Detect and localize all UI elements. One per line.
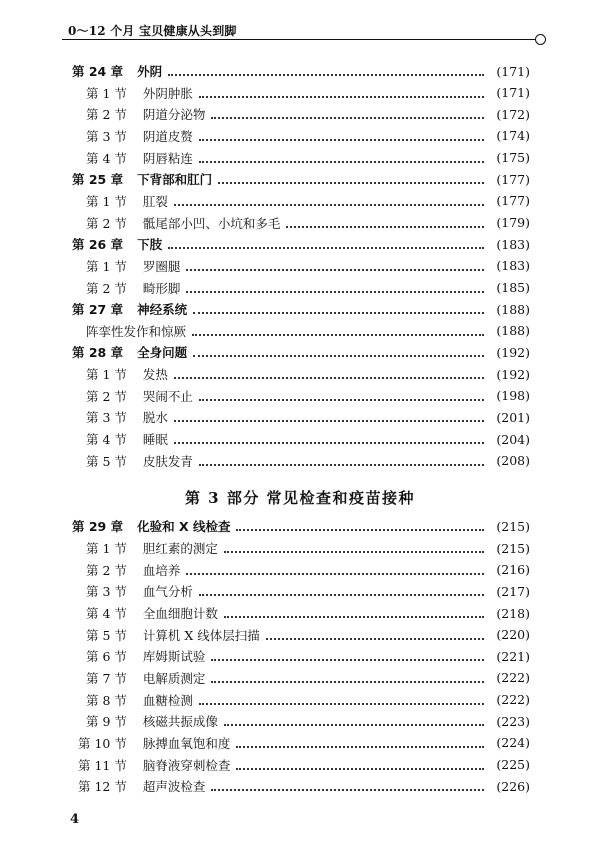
toc-title: 库姆斯试验 [142, 649, 206, 665]
toc-page-ref: (216) [496, 562, 530, 578]
toc-page-ref: (215) [496, 518, 530, 534]
toc-section-row [78, 733, 530, 753]
toc-section-row [86, 191, 530, 211]
toc-title: 脉搏血氧饱和度 [142, 735, 231, 751]
toc-title: 外阴 [137, 64, 163, 79]
dot-leader [199, 161, 484, 163]
toc-title: 血培养 [142, 562, 181, 578]
toc-label: 第 2 节 [86, 107, 127, 123]
toc-page-ref: (218) [496, 605, 530, 621]
toc-title: 胆红素的测定 [142, 541, 218, 556]
toc-page-ref: (192) [496, 344, 530, 360]
toc-page-ref: (201) [496, 409, 530, 425]
toc-label: 第 2 节 [86, 562, 127, 578]
dot-leader [211, 681, 484, 683]
toc-page-ref: (177) [496, 171, 530, 187]
toc-label: 第 1 节 [86, 258, 127, 274]
toc-page-ref: (177) [496, 193, 530, 209]
toc-page-ref: (179) [496, 215, 530, 230]
dot-leader [211, 789, 484, 791]
dot-leader [192, 334, 484, 336]
toc-section-row [86, 126, 530, 146]
page-number: 4 [70, 812, 80, 827]
toc-page-ref: (215) [496, 540, 530, 556]
dot-leader [224, 551, 484, 553]
toc-section-row [86, 646, 530, 666]
toc-label: 第 2 节 [86, 280, 127, 296]
dot-leader [168, 247, 484, 249]
toc-section-row [86, 104, 530, 124]
dot-leader [186, 291, 484, 293]
toc-section-row [86, 429, 530, 449]
toc-label: 第 1 节 [86, 541, 127, 556]
dot-leader [186, 573, 484, 575]
dot-leader [211, 117, 484, 119]
dot-leader [193, 355, 484, 357]
toc-page-ref: (226) [496, 778, 530, 794]
toc-title: 血气分析 [142, 584, 193, 600]
toc-section-row [86, 603, 530, 623]
header-title: 0～12 个月 宝贝健康从头到脚 [68, 24, 237, 38]
dot-leader [174, 442, 484, 444]
toc-label: 第 3 节 [86, 128, 127, 144]
toc-title: 肛裂 [142, 193, 168, 209]
dot-leader [236, 529, 484, 531]
dot-leader [186, 269, 484, 271]
dot-leader [199, 96, 484, 98]
dot-leader [174, 377, 484, 379]
toc-label: 第 8 节 [86, 692, 127, 708]
dot-leader [224, 616, 484, 618]
toc-page-ref: (204) [496, 431, 530, 447]
toc-title: 骶尾部小凹、小坑和多毛 [142, 215, 281, 231]
toc-section-row [86, 321, 530, 341]
dot-leader [236, 746, 484, 748]
toc-title: 血糖检测 [142, 692, 193, 708]
toc-chapter-row [72, 234, 530, 254]
toc-title: 化验和 X 线检查 [137, 519, 231, 535]
toc-section-row [78, 755, 530, 775]
dot-leader [174, 420, 484, 422]
toc-section-row [86, 148, 530, 168]
toc-label: 第 24 章 [72, 64, 124, 79]
toc-label: 第 25 章 [72, 172, 124, 188]
toc-title: 皮肤发青 [142, 453, 193, 469]
toc-title: 阵挛性发作和惊厥 [86, 323, 187, 339]
toc-page-ref: (183) [496, 258, 530, 274]
toc-title: 神经系统 [137, 302, 188, 318]
toc-page-ref: (192) [496, 366, 530, 382]
toc-section-row [86, 83, 530, 103]
dot-leader [224, 724, 484, 726]
toc-title: 脑脊液穿刺检查 [142, 757, 231, 773]
toc-title: 哭闹不止 [142, 388, 193, 404]
toc-page-ref: (208) [496, 453, 530, 469]
toc-label: 第 7 节 [86, 670, 127, 686]
toc-label: 第 3 节 [86, 410, 127, 426]
toc-label: 第 12 节 [78, 779, 127, 795]
toc-label: 第 2 节 [86, 388, 127, 404]
toc-title: 畸形脚 [142, 280, 181, 296]
toc-section-row [78, 776, 530, 796]
dot-leader [199, 399, 484, 401]
toc-title: 阴道分泌物 [142, 107, 206, 123]
toc-label: 第 27 章 [72, 302, 124, 318]
toc-section-row [86, 256, 530, 276]
dot-leader [266, 638, 484, 640]
toc-page-ref: (198) [496, 388, 530, 404]
toc-section-row [86, 451, 530, 471]
toc-title: 全身问题 [137, 345, 188, 361]
toc-title: 罗圈腿 [142, 258, 181, 274]
toc-title: 阴唇粘连 [142, 150, 193, 166]
toc-page-ref: (183) [496, 236, 530, 252]
dot-leader [168, 74, 484, 76]
toc-title: 下肢 [137, 237, 163, 253]
toc-page-ref: (172) [496, 106, 530, 122]
toc-section-row [86, 278, 530, 298]
toc-title: 脱水 [142, 410, 168, 426]
toc-page-ref: (220) [496, 627, 530, 643]
toc-label: 第 1 节 [86, 85, 127, 101]
toc-label: 第 5 节 [86, 453, 127, 469]
dot-leader [199, 464, 484, 466]
toc-page-ref: (175) [496, 150, 530, 166]
dot-leader [199, 594, 484, 596]
toc-title: 超声波检查 [142, 779, 206, 795]
toc-title: 全血细胞计数 [142, 606, 218, 621]
toc-section-row [86, 213, 530, 233]
toc-section-row [86, 386, 530, 406]
dot-leader [236, 768, 484, 770]
toc-page-ref: (217) [496, 583, 530, 599]
toc-label: 第 29 章 [72, 519, 124, 535]
toc-page-ref: (185) [496, 280, 530, 295]
toc-section-row [86, 690, 530, 710]
toc-page-ref: (188) [496, 323, 530, 339]
toc-chapter-row [72, 169, 530, 189]
toc-page-ref: (225) [496, 757, 530, 772]
dot-leader [199, 139, 484, 141]
toc-title: 睡眠 [142, 432, 168, 447]
toc-page-ref: (223) [496, 713, 530, 729]
toc-title: 发热 [142, 367, 168, 383]
toc-title: 计算机 X 线体层扫描 [142, 627, 260, 643]
toc-label: 第 9 节 [86, 714, 127, 730]
toc-page-ref: (171) [496, 85, 530, 101]
toc-label: 第 3 节 [86, 584, 127, 600]
toc-label: 第 26 章 [72, 237, 124, 253]
toc-label: 第 11 节 [78, 757, 127, 773]
toc-section-row [86, 560, 530, 580]
toc-page-ref: (224) [496, 735, 530, 751]
toc-section-row [86, 538, 530, 558]
toc-section-row [86, 581, 530, 601]
toc-section-row [86, 711, 530, 731]
toc-label: 第 10 节 [78, 735, 127, 751]
toc-label: 第 5 节 [86, 627, 127, 643]
toc-chapter-row [72, 61, 530, 81]
toc-page-ref: (188) [496, 301, 530, 317]
toc-label: 第 1 节 [86, 193, 127, 209]
toc-label: 第 4 节 [86, 150, 127, 166]
toc-chapter-row [72, 342, 530, 362]
toc-label: 第 6 节 [86, 649, 127, 665]
toc-title: 外阴肿胀 [142, 85, 193, 101]
toc-section-row [86, 407, 530, 427]
toc-page-ref: (171) [496, 63, 530, 79]
dot-leader [193, 312, 484, 314]
dot-leader [211, 659, 484, 661]
toc-label: 第 1 节 [86, 367, 127, 383]
toc-page-ref: (174) [496, 128, 530, 144]
toc-label: 第 4 节 [86, 606, 127, 621]
toc-label: 第 28 章 [72, 345, 124, 361]
toc-label: 第 4 节 [86, 432, 127, 447]
toc-page-ref: (222) [496, 670, 530, 686]
toc-section-row [86, 668, 530, 688]
toc-title: 电解质测定 [142, 670, 206, 686]
toc-page-ref: (222) [496, 692, 530, 707]
dot-leader [174, 204, 484, 206]
part-heading: 第 3 部分 常见检查和疫苗接种 [184, 489, 416, 507]
dot-leader [286, 226, 484, 228]
toc-chapter-row [72, 299, 530, 319]
toc-section-row [86, 364, 530, 384]
toc-label: 第 2 节 [86, 215, 127, 231]
toc-page-ref: (221) [496, 648, 530, 664]
toc-title: 下背部和肛门 [137, 172, 213, 188]
toc-title: 阴道皮赘 [142, 128, 193, 144]
toc-chapter-row [72, 516, 530, 536]
toc-section-row [86, 625, 530, 645]
dot-leader [199, 703, 484, 705]
dot-leader [218, 182, 484, 184]
toc-title: 核磁共振成像 [142, 714, 218, 730]
